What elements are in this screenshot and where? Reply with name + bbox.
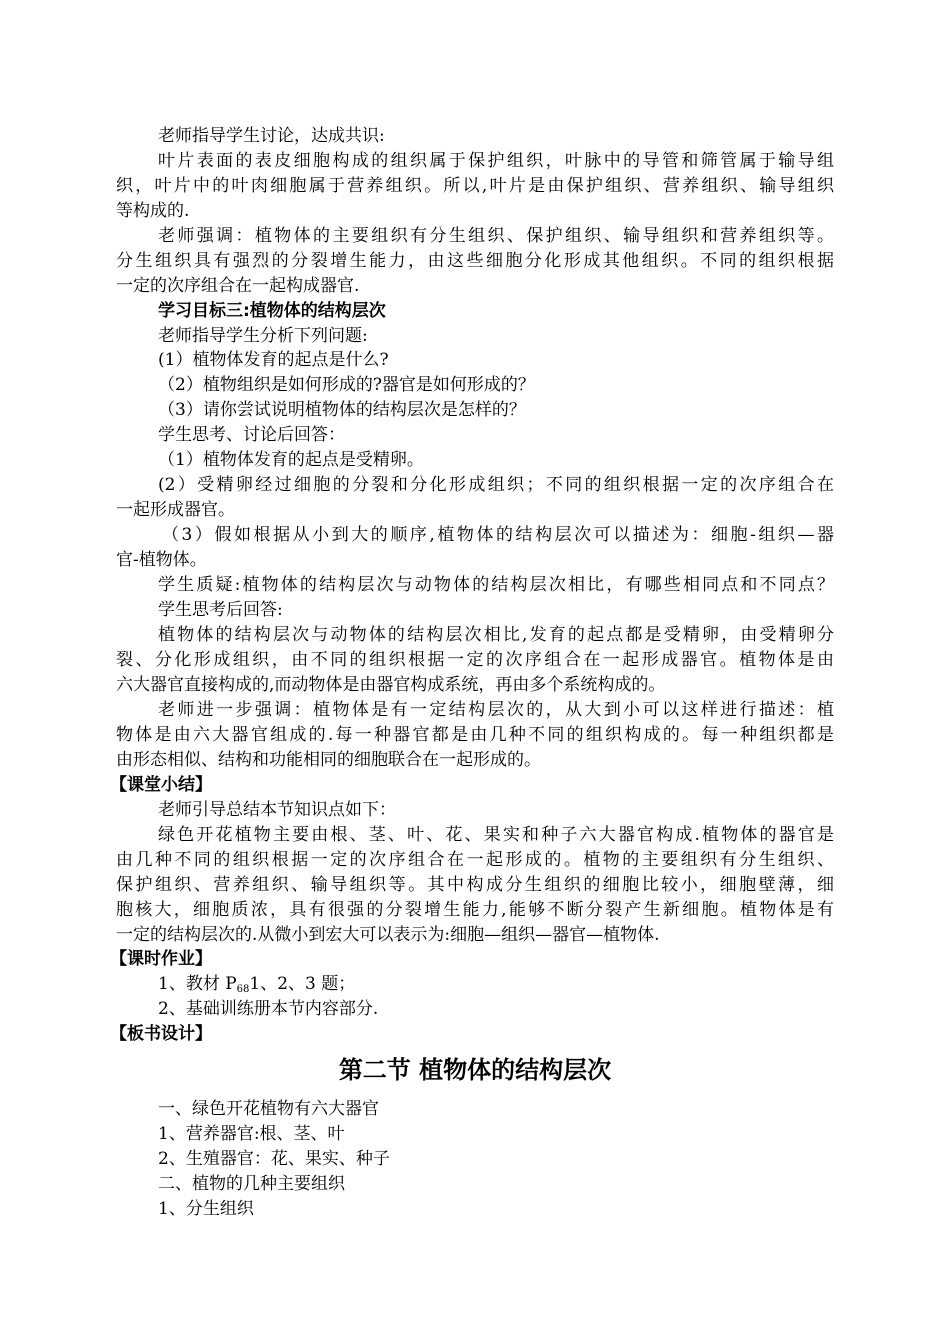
paragraph-line: 保护组织、营养组织、输导组织等。其中构成分生组织的细胞比较小，细胞壁薄，细 (116, 875, 834, 895)
student-question: 学生质疑:植物体的结构层次与动物体的结构层次相比，有哪些相同点和不同点？ (158, 575, 834, 595)
paragraph-line: 六大器官直接构成的,而动物体是由器官构成系统，再由多个系统构成的。 (116, 675, 666, 695)
paragraph-line: 一定的结构层次的.从微小到宏大可以表示为:细胞—组织—器官—植物体. (116, 925, 660, 945)
discussion-intro: 老师指导学生讨论，达成共识: (158, 126, 385, 146)
paragraph-line: 叶片表面的表皮细胞构成的组织属于保护组织，叶脉中的导管和筛管属于输导组 (158, 151, 834, 171)
paragraph-line: 绿色开花植物主要由根、茎、叶、花、果实和种子六大器官构成.植物体的器官是 (158, 825, 834, 845)
section-heading-homework: 【课时作业】 (110, 949, 212, 969)
board-title: 第二节 植物体的结构层次 (338, 1056, 612, 1084)
paragraph-line: 等构成的. (116, 201, 190, 221)
paragraph-line: 老师进一步强调：植物体是有一定结构层次的，从大到小可以这样进行描述：植 (158, 700, 834, 720)
answer-intro: 学生思考、讨论后回答： (158, 425, 345, 445)
paragraph-line: 一定的次序组合在一起构成器官. (116, 276, 360, 296)
homework-item (158, 972, 834, 996)
student-answer-intro: 学生思考后回答: (158, 600, 283, 620)
paragraph-line: 植物体的结构层次与动物体的结构层次相比,发育的起点都是受精卵，由受精卵分 (158, 625, 834, 645)
paragraph-line: 裂、分化形成组织，由不同的组织根据一定的次序组合在一起形成器官。植物体是由 (116, 650, 834, 670)
question-item: （2）植物组织是如何形成的?器官是如何形成的？ (158, 375, 535, 395)
paragraph-line: 分生组织具有强烈的分裂增生能力，由这些细胞分化形成其他组织。不同的组织根据 (116, 251, 834, 271)
paragraph-line: 胞核大，细胞质浓，具有很强的分裂增生能力,能够不断分裂产生新细胞。植物体是有 (116, 900, 834, 920)
paragraph-line: 由几种不同的组织根据一定的次序组合在一起形成的。植物的主要组织有分生组织、 (116, 850, 834, 870)
answer-item: （3）假如根据从小到大的顺序,植物体的结构层次可以描述为：细胞-组织—器 (162, 525, 834, 545)
summary-intro: 老师引导总结本节知识点如下： (158, 800, 396, 820)
paragraph-line: 由形态相似、结构和功能相同的细胞联合在一起形成的。 (116, 750, 541, 770)
question-item: (1）植物体发育的起点是什么? (158, 350, 389, 370)
board-line: 1、营养器官:根、茎、叶 (158, 1124, 345, 1144)
board-line: 1、分生组织 (158, 1199, 254, 1219)
answer-item: 一起形成器官。 (116, 500, 235, 520)
paragraph-line: 织，叶片中的叶肉细胞属于营养组织。所以,叶片是由保护组织、营养组织、输导组织 (116, 176, 834, 196)
section-heading-summary: 【课堂小结】 (110, 775, 212, 795)
answer-item: 官-植物体。 (116, 550, 207, 570)
page-number-subscript: 68 (236, 984, 250, 995)
answer-item: （1）植物体发育的起点是受精卵。 (158, 450, 424, 470)
answer-item: (2）受精卵经过细胞的分裂和分化形成组织；不同的组织根据一定的次序组合在 (158, 475, 834, 495)
board-line: 一、绿色开花植物有六大器官 (158, 1099, 379, 1119)
question-item: （3）请你尝试说明植物体的结构层次是怎样的？ (158, 400, 526, 420)
homework-item-text: 1、教材 P (158, 974, 237, 994)
learning-goal-heading: 学习目标三:植物体的结构层次 (158, 301, 386, 321)
homework-item-text: 1、2、3 题； (249, 974, 356, 994)
homework-item: 2、基础训练册本节内容部分. (158, 999, 379, 1019)
question-intro: 老师指导学生分析下列问题: (158, 326, 368, 346)
board-line: 二、植物的几种主要组织 (158, 1174, 345, 1194)
board-line: 2、生殖器官：花、果实、种子 (158, 1149, 390, 1169)
paragraph-line: 老师强调：植物体的主要组织有分生组织、保护组织、输导组织和营养组织等。 (158, 226, 834, 246)
section-heading-board: 【板书设计】 (110, 1024, 212, 1044)
paragraph-line: 物体是由六大器官组成的.每一种器官都是由几种不同的组织构成的。每一种组织都是 (116, 725, 834, 745)
